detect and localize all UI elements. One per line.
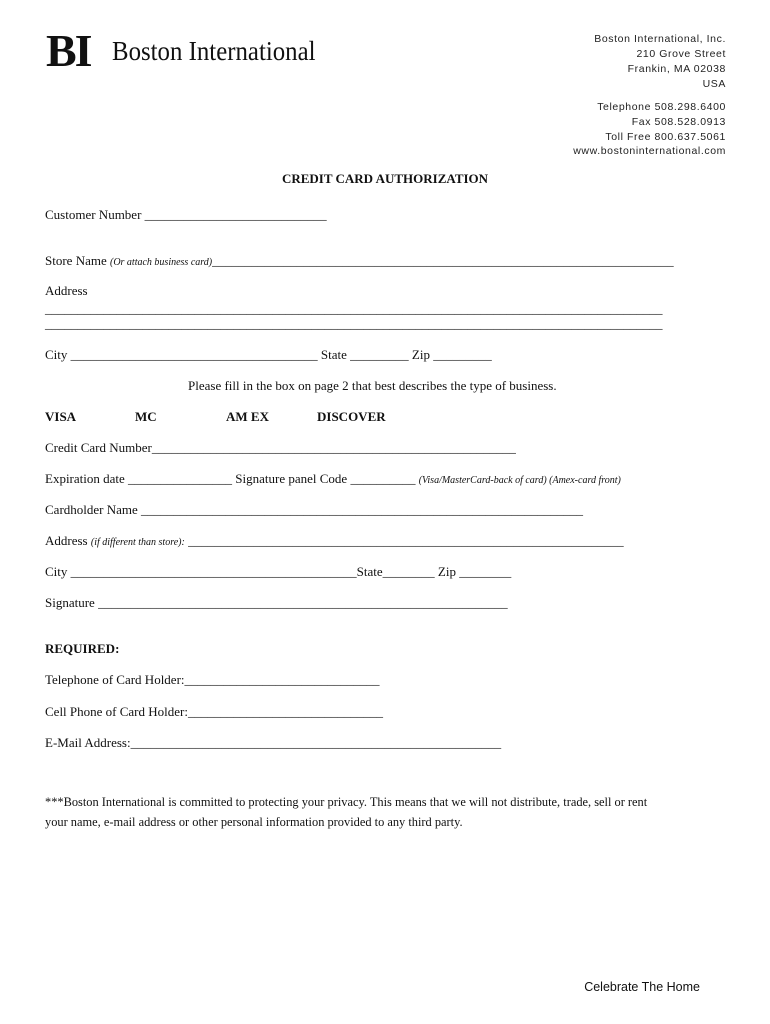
card-type-amex[interactable]: AM EX — [226, 409, 269, 424]
required-label: REQUIRED: — [45, 641, 120, 656]
address-line-1[interactable]: _______________________________________________________________________________________________ — [45, 301, 663, 316]
billing-address-field[interactable] — [45, 533, 624, 549]
form-title: CREDIT CARD AUTHORIZATION — [281, 171, 489, 186]
company-telephone: Telephone 508.298.6400 — [597, 101, 726, 113]
expiration-note: (Visa/MasterCard-back of card) (Amex-card front) — [418, 475, 621, 486]
card-type-mc[interactable]: MC — [135, 409, 157, 424]
store-name-note: (Or attach business card) — [109, 257, 213, 268]
company-street: 210 Grove Street — [636, 48, 726, 60]
billing-address-label: Address — [45, 533, 91, 548]
store-name-label: Store Name — [45, 253, 110, 268]
business-type-note: Please fill in the box on page 2 that best describes the type of business. — [188, 378, 557, 393]
card-type-visa[interactable]: VISA — [45, 409, 77, 424]
credit-card-number-field[interactable]: Credit Card Number________________________________________________________ — [45, 440, 516, 455]
customer-number-field[interactable]: Customer Number ____________________________ — [45, 207, 327, 222]
billing-city-field[interactable]: City ____________________________________________State________ Zip ________ — [45, 564, 512, 579]
city-state-zip-field[interactable]: City ______________________________________ State _________ Zip _________ — [45, 347, 492, 362]
billing-address-note: (if different than store): — [90, 537, 185, 548]
billing-address-line: ___________________________________________________________________ — [184, 533, 624, 548]
privacy-line-1: ***Boston International is committed to protecting your privacy. This means that we will not distribute, trade, sell or rent — [45, 795, 648, 809]
store-name-field[interactable] — [45, 253, 674, 269]
cell-phone-holder-field[interactable]: Cell Phone of Card Holder:______________________________ — [45, 704, 383, 719]
cardholder-name-field[interactable]: Cardholder Name ____________________________________________________________________ — [45, 502, 584, 517]
address-line-2[interactable]: _______________________________________________________________________________________________ — [45, 316, 663, 331]
card-type-discover[interactable]: DISCOVER — [317, 409, 386, 424]
company-website: www.bostoninternational.com — [573, 145, 726, 157]
expiration-signature-field[interactable] — [45, 471, 621, 487]
expiration-label: Expiration date ________________ Signature panel Code __________ — [45, 471, 419, 486]
footer-tagline: Celebrate The Home — [584, 980, 700, 994]
company-fax: Fax 508.528.0913 — [631, 116, 726, 128]
company-toll-free: Toll Free 800.637.5061 — [605, 131, 726, 143]
logo-initials: BI — [46, 25, 91, 76]
address-label: Address — [45, 283, 88, 298]
signature-field[interactable]: Signature _______________________________________________________________ — [45, 595, 508, 610]
company-country: USA — [702, 78, 726, 90]
privacy-line-2: your name, e-mail address or other personal information provided to any third party. — [45, 815, 463, 829]
telephone-holder-field[interactable]: Telephone of Card Holder:______________________________ — [45, 672, 380, 687]
logo-name: Boston International — [112, 36, 316, 66]
company-city: Frankin, MA 02038 — [627, 63, 726, 75]
company-name: Boston International, Inc. — [594, 33, 726, 45]
email-field[interactable]: E-Mail Address:_________________________________________________________ — [45, 735, 502, 750]
store-name-line: _______________________________________________________________________ — [212, 253, 674, 268]
